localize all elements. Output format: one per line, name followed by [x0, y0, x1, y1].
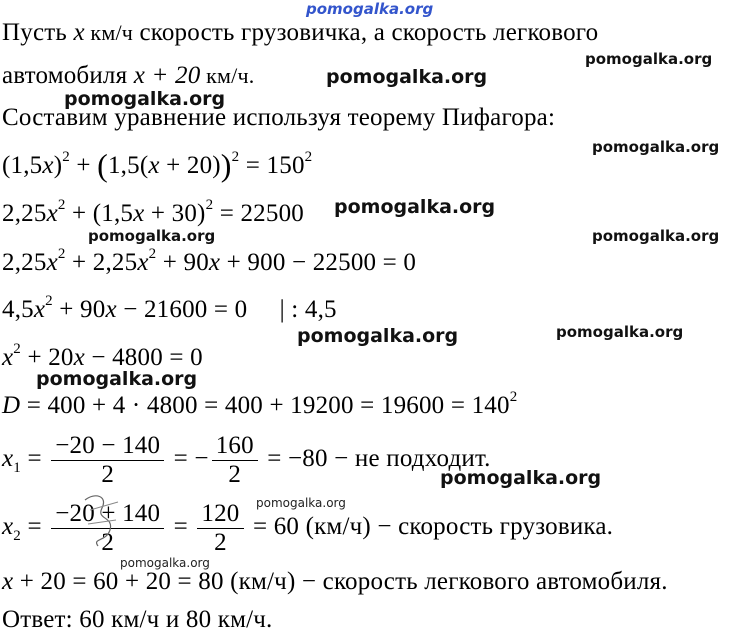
watermark: pomogalka.org	[88, 227, 216, 245]
fraction-4: $\frac{120}{2}$	[197, 500, 243, 557]
fraction-3: $\frac{-20 + 140}{2}$	[51, 500, 164, 557]
equation-simplified: $4,5x^2 + 90x - 21600 = 0$ | : 4,5	[2, 292, 337, 323]
text-line-3: Составим уравнение используя теорему Пифагора:	[2, 104, 556, 131]
watermark: pomogalka.org	[334, 196, 496, 218]
text-line-2: автомобиля x + 20 км/ч.	[2, 62, 255, 89]
fraction-1: $\frac{-20 - 140}{2}$	[51, 432, 164, 489]
equation-reduced: $x^2 + 20x - 4800 = 0$	[2, 340, 203, 371]
watermark: pomogalka.org	[36, 368, 198, 390]
equation-expanded-2: $2,25x^2 + 2,25x^2 + 90x + 900 - 22500 = 0$	[2, 245, 417, 276]
watermark: pomogalka.org	[592, 227, 720, 245]
answer-line: Ответ: 60 км/ч и 80 км/ч.	[2, 606, 273, 633]
equation-car-speed: x + 20 = 60 + 20 = 80 (км/ч) − скорость легкового автомобиля.	[2, 568, 668, 595]
watermark: pomogalka.org	[120, 556, 210, 570]
equation-root-1: $x_1$ = $\frac{-20 - 140}{2}$ = − $\frac{160}{2}$ = −80 − не подходит.	[2, 432, 491, 488]
watermark: pomogalka.org	[585, 50, 713, 68]
watermark: pomogalka.org	[256, 496, 346, 510]
watermark: pomogalka.org	[440, 467, 602, 489]
pen-scribble-mark	[80, 490, 130, 550]
equation-expanded-1: $2,25x^2 + (1,5x + 30)^2 = 22500$	[2, 196, 304, 227]
equation-root-2: $x_2$ = $\frac{-20 + 140}{2}$ = $\frac{120}{2}$ = 60 (км/ч) − скорость грузовика.	[2, 500, 614, 556]
watermark: pomogalka.org	[326, 66, 488, 88]
watermark: pomogalka.org	[297, 325, 459, 347]
watermark: pomogalka.org	[556, 323, 684, 341]
site-watermark-top: pomogalka.org	[306, 0, 434, 18]
fraction-2: $\frac{160}{2}$	[212, 432, 258, 489]
equation-pythagoras: $(1,5x)^2 + (1,5(x + 20))^2 = 150^2$	[2, 147, 313, 183]
text-line-1: Пусть x км/ч скорость грузовичка, а скорость легкового	[2, 19, 599, 46]
watermark: pomogalka.org	[64, 88, 226, 110]
equation-discriminant: $D = 400 + 4 \cdot 4800 = 400 + 19200 = 19600 = 140^2$	[2, 388, 518, 419]
watermark: pomogalka.org	[592, 138, 720, 156]
